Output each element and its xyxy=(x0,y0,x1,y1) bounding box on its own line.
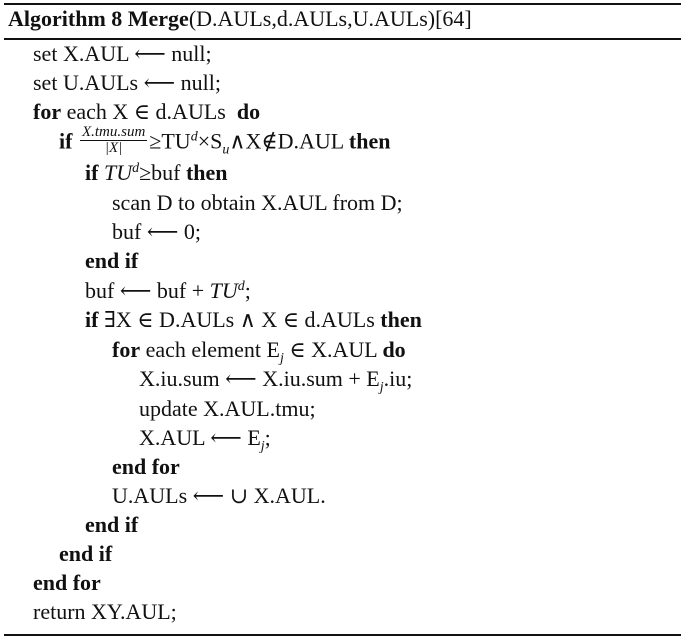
line-text: scan D to obtain X.AUL from D; xyxy=(112,190,403,215)
line-text: ∈ X.AUL xyxy=(283,337,383,362)
keyword-end-if: end if xyxy=(59,541,113,566)
caption-name: Merge xyxy=(127,6,189,31)
superscript: d xyxy=(132,161,140,176)
algo-line-9 xyxy=(85,278,251,304)
line-text: ≥TU xyxy=(149,128,191,154)
keyword-then: then xyxy=(185,160,228,185)
algo-line-2 xyxy=(33,70,221,96)
algo-line-4 xyxy=(59,124,391,158)
line-text: buf ⟵ 0; xyxy=(112,219,201,244)
math-tu: TU xyxy=(209,278,238,303)
algo-line-10 xyxy=(85,307,422,333)
caption-args: (D.AULs,d.AULs,U.AULs)[64] xyxy=(188,6,472,31)
keyword-if: if xyxy=(85,160,99,185)
line-text: each X ∈ d.AULs xyxy=(61,99,237,124)
fraction-numerator: X.tmu.sum xyxy=(81,124,146,140)
top-rule xyxy=(4,3,681,5)
algo-line-1 xyxy=(33,41,212,67)
keyword-then: then xyxy=(380,307,422,332)
subscript: j xyxy=(260,439,265,454)
algo-line-11 xyxy=(112,337,406,366)
keyword-end-for: end for xyxy=(112,454,180,479)
caption-rule xyxy=(4,38,681,40)
line-text: ; xyxy=(244,278,251,303)
fraction-denominator: |X| xyxy=(104,140,123,156)
subscript: j xyxy=(279,351,284,366)
algo-line-15 xyxy=(112,454,180,480)
line-text: ≥buf xyxy=(139,160,186,185)
line-text: set X.AUL ⟵ null; xyxy=(33,41,212,66)
superscript: d xyxy=(190,129,198,145)
line-text: set U.AULs ⟵ null; xyxy=(33,70,221,95)
line-text: X.AUL ⟵ E xyxy=(139,425,261,450)
line-text: update X.AUL.tmu; xyxy=(139,396,316,421)
algo-line-7 xyxy=(112,219,201,245)
keyword-for: for xyxy=(112,337,141,362)
algo-line-6 xyxy=(112,190,403,216)
line-text: ∃X ∈ D.AULs ∧ X ∈ d.AULs xyxy=(98,307,381,332)
keyword-end-if: end if xyxy=(85,512,139,537)
keyword-do: do xyxy=(382,337,406,362)
algo-line-20 xyxy=(33,599,177,625)
algo-line-16 xyxy=(112,483,326,509)
algo-line-5 xyxy=(85,160,228,186)
line-text: ; xyxy=(264,425,271,450)
keyword-do: do xyxy=(236,99,261,124)
keyword-if: if xyxy=(85,307,99,332)
math-tu: TU xyxy=(98,160,133,185)
caption-label: Algorithm 8 xyxy=(8,6,123,31)
algo-line-12 xyxy=(139,366,413,395)
keyword-end-if: end if xyxy=(85,248,139,273)
algo-line-3 xyxy=(33,99,260,125)
fraction xyxy=(80,125,147,156)
superscript: d xyxy=(237,279,245,294)
keyword-end-for: end for xyxy=(33,570,101,595)
algo-line-14 xyxy=(139,425,271,454)
line-text: U.AULs ⟵ ∪ X.AUL. xyxy=(112,483,326,508)
bottom-rule xyxy=(4,634,681,636)
algorithm-caption xyxy=(8,6,472,32)
subscript: u xyxy=(222,142,230,158)
keyword-if: if xyxy=(59,128,73,154)
line-text: X.iu.sum ⟵ X.iu.sum + E xyxy=(139,366,380,391)
keyword-for: for xyxy=(33,99,62,124)
algo-line-8 xyxy=(85,248,138,274)
algo-line-17 xyxy=(85,512,138,538)
line-text: each element E xyxy=(140,337,280,362)
line-text: ∧X∉D.AUL xyxy=(229,128,349,154)
algo-line-13 xyxy=(139,396,316,422)
keyword-then: then xyxy=(348,128,391,154)
algo-line-19 xyxy=(33,570,101,596)
line-text: buf ⟵ buf + xyxy=(85,278,210,303)
line-text: .iu; xyxy=(383,366,413,391)
subscript: j xyxy=(379,380,384,395)
line-text: ×S xyxy=(197,128,223,154)
line-text: return XY.AUL; xyxy=(33,599,177,624)
algo-line-18 xyxy=(59,541,112,567)
